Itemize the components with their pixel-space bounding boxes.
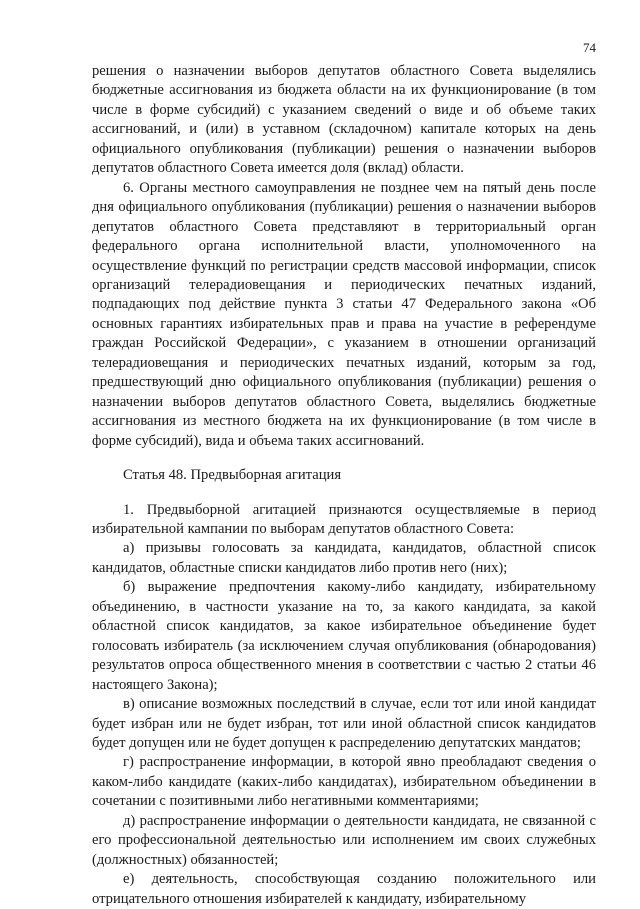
subparagraph-v: в) описание возможных последствий в случае, если тот или иной кандидат будет избран или не будет избран, тот или иной областной список кандидатов будет допущен или не будет допущен к распределению депутатских мандатов;: [92, 696, 596, 751]
article-heading: Статья 48. Предвыборная агитация: [123, 467, 342, 484]
subparagraph-e: е) деятельность, способствующая созданию положительного или отрицательного отношения избирателей к кандидату, избирательному: [92, 871, 596, 907]
subparagraph-g: г) распространение информации, в которой явно преобладают сведения о каком-либо кандидате (каких-либо кандидатах), избирательном объединении в сочетании с позитивными либо негативными комментариями;: [92, 754, 596, 810]
page-number: 74: [583, 40, 596, 55]
subparagraph-a: а) призывы голосовать за кандидата, кандидатов, областной список кандидатов, областные списки кандидатов либо против него (них);: [92, 540, 596, 576]
document-body: [92, 62, 596, 909]
subparagraph-d: д) распространение информации о деятельности кандидата, не связанной с его профессиональной деятельностью или исполнением им своих служебных (должностных) обязанностей;: [92, 812, 596, 868]
subparagraph-b: б) выражение предпочтения какому-либо кандидату, избирательному объединению, в частности указание на то, за какого кандидата, за какой областной список кандидатов, за какое избирательное объединение будет голосовать избиратель (за исключением случая опубликования (обнародования) результатов опроса общественного мнения в соответствии с частью 2 статьи 46 настоящего Закона);: [92, 579, 596, 693]
paragraph-item-6: 6. Органы местного самоуправления не позднее чем на пятый день после дня официального опубликования (публикации) решения о назначении выборов депутатов областного Совета представляют в территориальный орган федерального органа исполнительной власти, уполномоченного на осуществление функций по регистрации средств массовой информации, список организаций телерадиовещания и периодических печатных изданий, подпадающих под действие пункта 3 статьи 47 Федерального закона «Об основных гарантиях избирательных прав и права на участие в референдуме граждан Российской Федерации», с указанием в отношении организаций телерадиовещания и периодических печатных изданий, которым за год, предшествующий дню официального опубликования (публикации) решения о назначении выборов депутатов областного Совета, выделялись бюджетные ассигнования из местного бюджета на их функционирование (в том числе в форме субсидий), вида и объема таких ассигнований.: [92, 179, 596, 449]
paragraph-item-1: 1. Предвыборной агитацией признаются осуществляемые в период избирательной кампании по выборам депутатов областного Совета:: [92, 501, 596, 537]
paragraph-continuation: решения о назначении выборов депутатов областного Совета выделялись бюджетные ассигнования из бюджета области на их функционирование (в том числе в форме субсидий) с указанием сведений о виде и об объеме таких ассигнований, и (или) в уставном (складочном) капитале которых на день официального опубликования (публикации) решения о назначении выборов депутатов областного Совета имеется доля (вклад) области.: [92, 63, 596, 177]
